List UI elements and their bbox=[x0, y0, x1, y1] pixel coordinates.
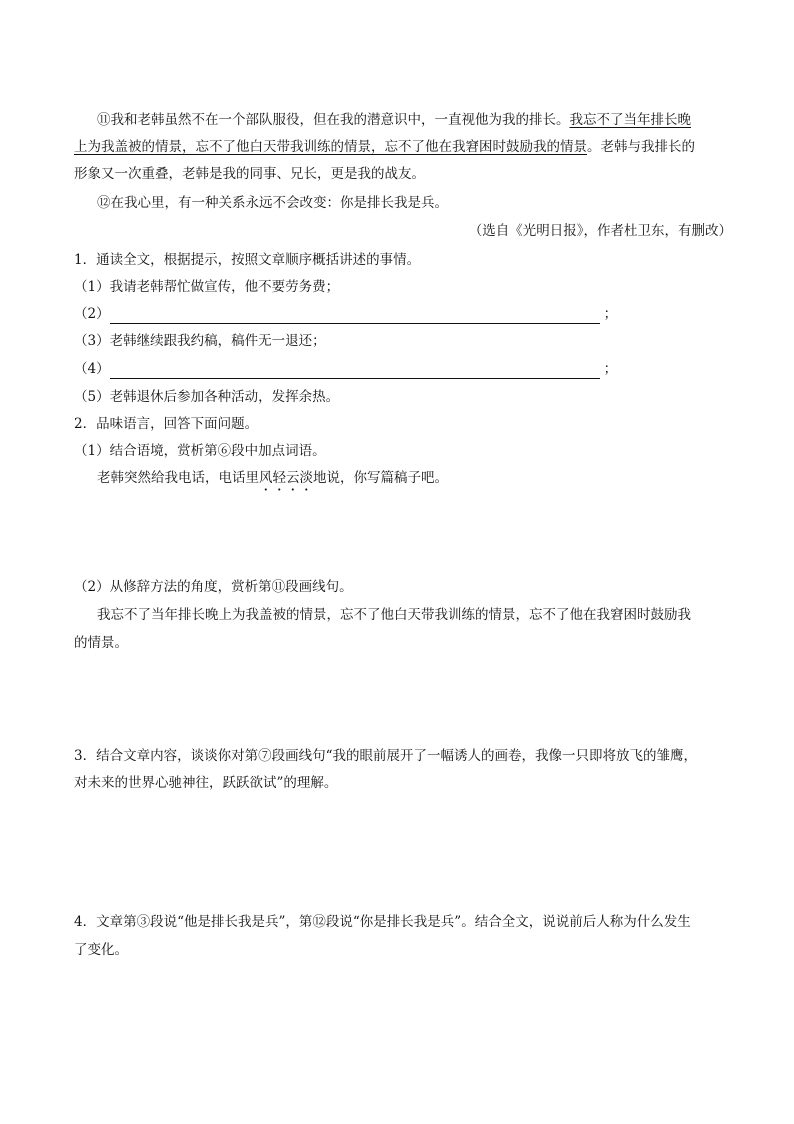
dotted-char: 风 bbox=[259, 470, 273, 486]
q2-sub1-quote-a: 老韩突然给我电话，电话里 bbox=[97, 470, 259, 486]
paragraph-12: ⑫在我心里，有一种关系永远不会改变：你是排长我是兵。 bbox=[97, 195, 448, 211]
paragraph-11-line-2 bbox=[74, 137, 695, 157]
q1-stem: 1．通读全文，根据提示，按照文章顺序概括讲述的事情。 bbox=[74, 252, 421, 268]
q4-line-1: 4．文章第③段说“他是排长我是兵”，第⑫段说“你是排长我是兵”。结合全文，说说前后人称为什么发生 bbox=[74, 914, 691, 930]
p11-underlined-sentence-start: 我忘不了当年排长晚 bbox=[569, 112, 691, 128]
dotted-char: 云 bbox=[286, 470, 300, 486]
dotted-char: 淡 bbox=[299, 470, 313, 486]
q2-sub1-quote-b: 地说，你写篇稿子吧。 bbox=[313, 470, 448, 486]
q1-item-2 bbox=[74, 304, 617, 324]
q2-sub1-quote bbox=[97, 468, 448, 488]
p11-underlined-sentence: 上为我盖被的情景，忘不了他白天带我训练的情景，忘不了他在我窘困时鼓励我的情景 bbox=[74, 139, 587, 155]
q1-item-4 bbox=[74, 359, 617, 379]
paragraph-11-line-3: 形象又一次重叠，老韩是我的同事、兄长，更是我的战友。 bbox=[74, 166, 425, 182]
q3-answer-area[interactable] bbox=[74, 800, 724, 905]
q1-item-4-answer-blank[interactable] bbox=[110, 364, 600, 379]
q3-line-2: 对未来的世界心驰神往，跃跃欲试”的理解。 bbox=[74, 775, 338, 791]
q1-item-4-semicolon: ； bbox=[603, 361, 618, 377]
q2-sub1: （1）结合语境，赏析第⑥段中加点词语。 bbox=[74, 443, 326, 459]
p11-text: ⑪我和老韩虽然不在一个部队服役，但在我的潜意识中，一直视他为我的排长。 bbox=[97, 112, 570, 128]
paragraph-11-line-1 bbox=[97, 110, 691, 130]
q2-stem: 2．品味语言，回答下面问题。 bbox=[74, 416, 259, 432]
dotted-char: 轻 bbox=[272, 470, 286, 486]
source-citation: （选自《光明日报》，作者杜卫东，有删改） bbox=[468, 223, 732, 239]
q2-sub2-quote-line-2: 的情景。 bbox=[74, 635, 128, 651]
q2-sub2-answer-area[interactable] bbox=[74, 660, 724, 740]
q2-sub2: （2）从修辞方法的角度，赏析第⑪段画线句。 bbox=[74, 579, 353, 595]
q1-item-1: （1）我请老韩帮忙做宣传，他不要劳务费； bbox=[74, 279, 340, 295]
q1-item-5: （5）老韩退休后参加各种活动，发挥余热。 bbox=[74, 389, 340, 405]
p11-text-cont: 。老韩与我排长的 bbox=[587, 139, 695, 155]
q1-item-2-label: （2） bbox=[74, 306, 110, 322]
q2-sub2-quote-line-1: 我忘不了当年排长晚上为我盖被的情景，忘不了他白天带我训练的情景，忘不了他在我窘困时鼓励我 bbox=[97, 607, 691, 623]
q1-item-3: （3）老韩继续跟我约稿，稿件无一退还； bbox=[74, 333, 326, 349]
q1-item-4-label: （4） bbox=[74, 361, 110, 377]
q3-line-1: 3．结合文章内容，谈谈你对第⑦段画线句“我的眼前展开了一幅诱人的画卷，我像一只即将放飞的雏鹰， bbox=[74, 748, 697, 764]
q1-item-2-semicolon: ； bbox=[603, 306, 618, 322]
q4-answer-area[interactable] bbox=[74, 968, 724, 1088]
q4-line-2: 了变化。 bbox=[74, 942, 128, 958]
q2-dotted-word bbox=[259, 470, 313, 486]
q1-item-2-answer-blank[interactable] bbox=[110, 309, 600, 324]
q2-sub1-answer-area[interactable] bbox=[74, 495, 724, 570]
